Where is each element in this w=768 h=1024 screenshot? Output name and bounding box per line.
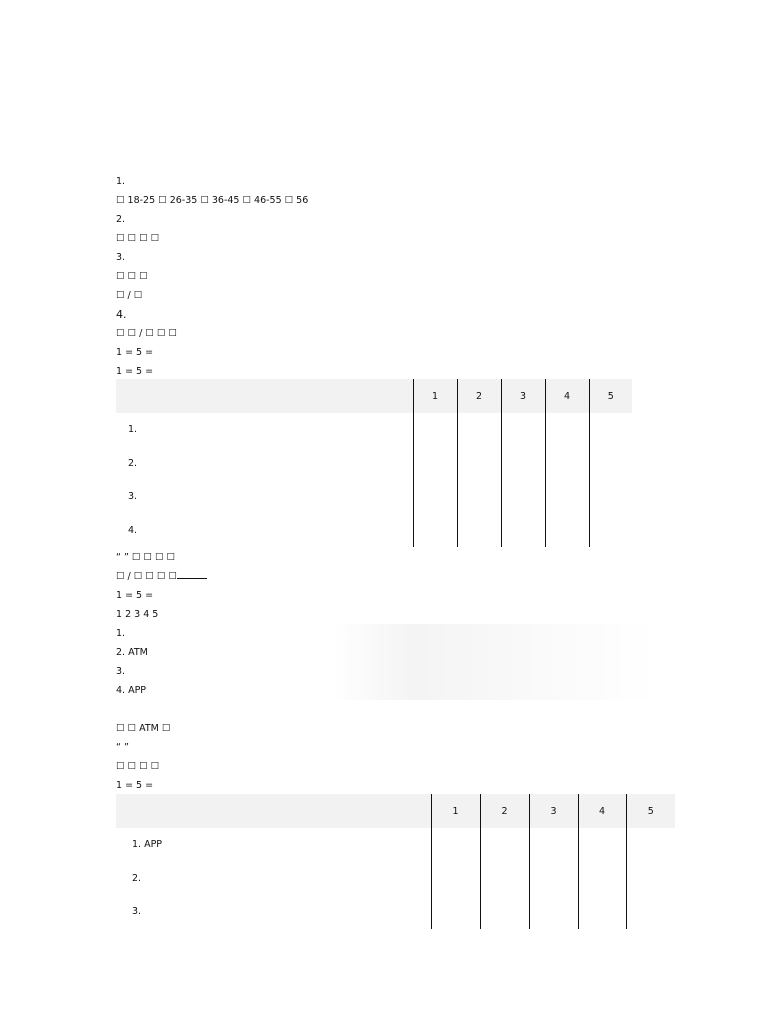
score-cell[interactable] <box>431 862 480 896</box>
score-header: 1 <box>431 794 480 828</box>
question-4: 4. <box>116 308 127 321</box>
score-cell[interactable] <box>578 895 626 929</box>
table-row <box>116 895 675 929</box>
score-cell[interactable] <box>501 447 545 481</box>
score-cell[interactable] <box>578 828 626 862</box>
score-header: 5 <box>626 794 675 828</box>
page-title <box>0 96 768 112</box>
question-1: 1. <box>116 176 126 187</box>
table-header-label <box>116 794 431 828</box>
question-4-options[interactable]: ☐ ☐ / ☐ ☐ ☐ <box>116 328 177 339</box>
table-row <box>116 413 632 447</box>
table-header-row <box>116 379 632 413</box>
score-cell[interactable] <box>431 895 480 929</box>
score-cell[interactable] <box>413 413 457 447</box>
score-header: 3 <box>529 794 578 828</box>
statement-cell: 2. <box>132 872 142 884</box>
rating-instruction-3: 1 = 5 = <box>116 780 154 791</box>
question-5[interactable]: “ ” ☐ ☐ ☐ ☐ <box>116 552 176 563</box>
statement-cell: 1. APP <box>132 839 163 851</box>
score-cell[interactable] <box>501 480 545 514</box>
question-2: 2. <box>116 214 126 225</box>
rating-table-1 <box>116 379 632 547</box>
score-cell[interactable] <box>413 514 457 548</box>
score-cell[interactable] <box>457 447 501 481</box>
table-row <box>116 514 632 548</box>
question-7 <box>116 700 656 719</box>
score-header: 4 <box>578 794 626 828</box>
rating-instruction-2: 1 = 5 = <box>116 590 154 601</box>
score-cell[interactable] <box>480 862 529 896</box>
question-3-options[interactable]: ☐ ☐ ☐ <box>116 271 148 282</box>
question-6[interactable] <box>116 567 656 586</box>
score-cell[interactable] <box>589 413 632 447</box>
section-heading-2: 1 = 5 = <box>116 347 154 358</box>
statement-cell: 1. <box>128 424 138 436</box>
score-header: 5 <box>589 379 632 413</box>
statement-row: 4. APP <box>116 681 656 700</box>
intro-line-1 <box>116 115 656 134</box>
score-cell[interactable] <box>589 447 632 481</box>
question-1-options[interactable]: ☐ 18-25 ☐ 26-35 ☐ 36-45 ☐ 46-55 ☐ 56 <box>116 195 309 206</box>
table-row <box>116 828 675 862</box>
statement-cell: 4. <box>128 524 138 536</box>
score-cell[interactable] <box>413 480 457 514</box>
score-cell[interactable] <box>626 828 675 862</box>
question-8: “ ” <box>116 742 129 753</box>
other-blank-field[interactable] <box>177 568 207 579</box>
rating-instruction-1: 1 = 5 = <box>116 366 154 377</box>
rating-table-2 <box>116 794 675 929</box>
statement-cell: 2. <box>128 457 138 469</box>
question-6-text: ☐ / ☐ ☐ ☐ ☐ <box>116 571 177 582</box>
score-header: 3 <box>501 379 545 413</box>
score-cell[interactable] <box>457 413 501 447</box>
question-2-options[interactable]: ☐ ☐ ☐ ☐ <box>116 233 160 244</box>
score-cell[interactable] <box>480 895 529 929</box>
statement-cell: 3. <box>128 491 138 503</box>
section-heading-1 <box>116 153 656 172</box>
score-cell[interactable] <box>578 862 626 896</box>
score-cell[interactable] <box>589 514 632 548</box>
score-cell[interactable] <box>589 480 632 514</box>
question-3: 3. <box>116 252 126 263</box>
score-cell[interactable] <box>431 828 480 862</box>
score-cell[interactable] <box>457 480 501 514</box>
score-cell[interactable] <box>545 514 589 548</box>
score-cell[interactable] <box>501 514 545 548</box>
intro-line-2 <box>116 134 656 153</box>
score-header: 2 <box>457 379 501 413</box>
statement-cell: 3. <box>132 906 142 918</box>
score-cell[interactable] <box>545 413 589 447</box>
table-row <box>116 480 632 514</box>
table-header-label <box>116 379 413 413</box>
score-cell[interactable] <box>480 828 529 862</box>
statement-row: 3. <box>116 662 656 681</box>
score-header: 2 <box>480 794 529 828</box>
question-7-options[interactable]: ☐ ☐ ATM ☐ <box>116 723 171 734</box>
table-header-row <box>116 794 675 828</box>
score-cell[interactable] <box>529 895 578 929</box>
score-cell[interactable] <box>413 447 457 481</box>
table-row <box>116 862 675 896</box>
score-cell[interactable] <box>545 480 589 514</box>
table-row <box>116 447 632 481</box>
score-cell[interactable] <box>626 862 675 896</box>
statement-row: 2. ATM <box>116 643 656 662</box>
question-3-options-cont[interactable]: ☐ / ☐ <box>116 290 143 301</box>
score-cell[interactable] <box>529 862 578 896</box>
statement-row: 1. <box>116 624 656 643</box>
question-8-options[interactable]: ☐ ☐ ☐ ☐ <box>116 761 160 772</box>
score-cell[interactable] <box>457 514 501 548</box>
score-scale-row: 1 2 3 4 5 <box>116 609 159 620</box>
score-cell[interactable] <box>545 447 589 481</box>
score-header: 1 <box>413 379 457 413</box>
score-header: 4 <box>545 379 589 413</box>
score-cell[interactable] <box>626 895 675 929</box>
score-cell[interactable] <box>501 413 545 447</box>
score-cell[interactable] <box>529 828 578 862</box>
